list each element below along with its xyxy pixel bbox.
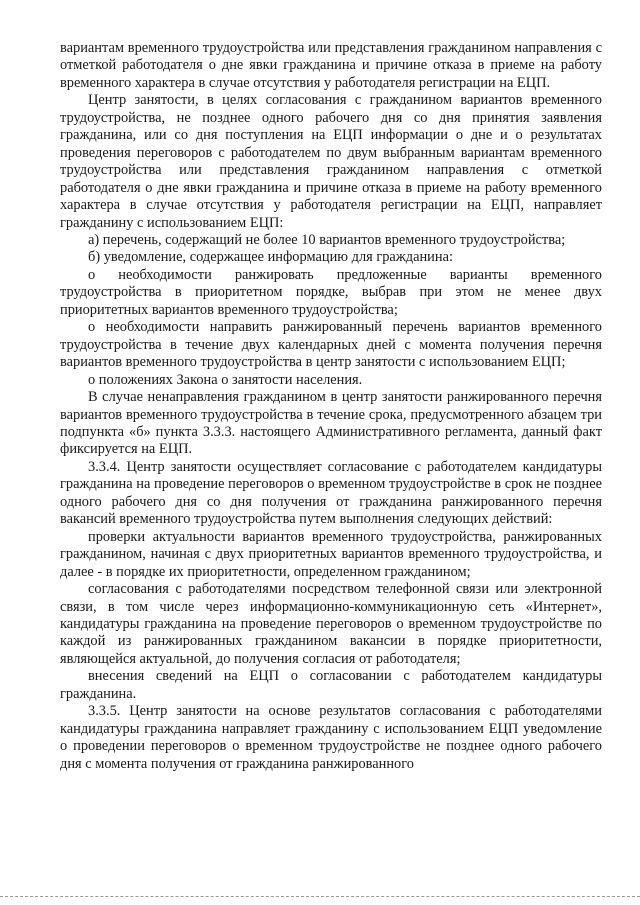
paragraph: согласования с работодателями посредством телефонной связи или электронной связи, в том числе через информационно-коммуникационную сеть «Интернет», кандидатуры гражданина на проведение переговоров о временном трудоустройстве по каждой из ранжированных гражданином вакансии в порядке приоритетности, являющейся актуальной, до получения согласия от работодателя; (60, 581, 602, 667)
paragraph: вариантам временного трудоустройства или представления гражданином направления с отметкой работодателя о дне явки гражданина и причине отказа в приеме на работу временного характера в случае отсутствия у работодателя регистрации на ЕЦП. (60, 40, 602, 91)
paragraph: В случае ненаправления гражданином в центр занятости ранжированного перечня вариантов временного трудоустройства в течение срока, предусмотренного абзацем три подпункта «б» пункта 3.3.3. настоящего Административного регламента, данный факт фиксируется на ЕЦП. (60, 389, 602, 458)
list-item: а) перечень, содержащий не более 10 вариантов временного трудоустройства; (88, 231, 566, 248)
paragraph: о необходимости ранжировать предложенные варианты временного трудоустройства в приоритетном порядке, выбрав при этом не менее двух приоритетных вариантов временного трудоустройства; (60, 266, 602, 318)
page-bottom-edge (0, 896, 640, 899)
paragraph: о необходимости направить ранжированный перечень вариантов временного трудоустройства в течение двух календарных дней с момента получения перечня вариантов временного трудоустройства в центр занятости с использованием ЕЦП; (60, 319, 602, 371)
document-body (60, 40, 602, 773)
paragraph: Центр занятости, в целях согласования с гражданином вариантов временного трудоустройства, не позднее одного рабочего дня со дня принятия заявления гражданина, или со дня поступления на ЕЦП информации о дне и о результатах проведения переговоров с работодателем по двум выбранным вариантам временного трудоустройства или представления гражданином направления с отметкой работодателя о дне явки гражданина и причине отказа в приеме на работу временного характера в случае отсутствия у работодателя регистрации на ЕЦП, направляет гражданину с использованием ЕЦП: (60, 92, 602, 231)
list-item: о положениях Закона о занятости населения. (88, 371, 363, 388)
list-item: б) уведомление, содержащее информацию для гражданина: (88, 249, 453, 266)
paragraph: проверки актуальности вариантов временного трудоустройства, ранжированных гражданином, начиная с двух приоритетных вариантов временного трудоустройства, и далее - в порядке их приоритетности, определенном гражданином; (60, 528, 602, 580)
paragraph: внесения сведений на ЕЦП о согласовании с работодателем кандидатуры гражданина. (60, 668, 602, 702)
paragraph: 3.3.5. Центр занятости на основе результатов согласования с работодателями кандидатуры гражданина направляет гражданину с использованием ЕЦП уведомление о проведении переговоров о временном трудоустройстве не позднее одного рабочего дня с момента получения от гражданина ранжированного (60, 703, 602, 772)
paragraph: 3.3.4. Центр занятости осуществляет согласование с работодателем кандидатуры гражданина на проведение переговоров о временном трудоустройстве в срок не позднее одного рабочего дня со дня получения от гражданина ранжированного перечня вакансий временного трудоустройства путем выполнения следующих действий: (60, 458, 602, 528)
